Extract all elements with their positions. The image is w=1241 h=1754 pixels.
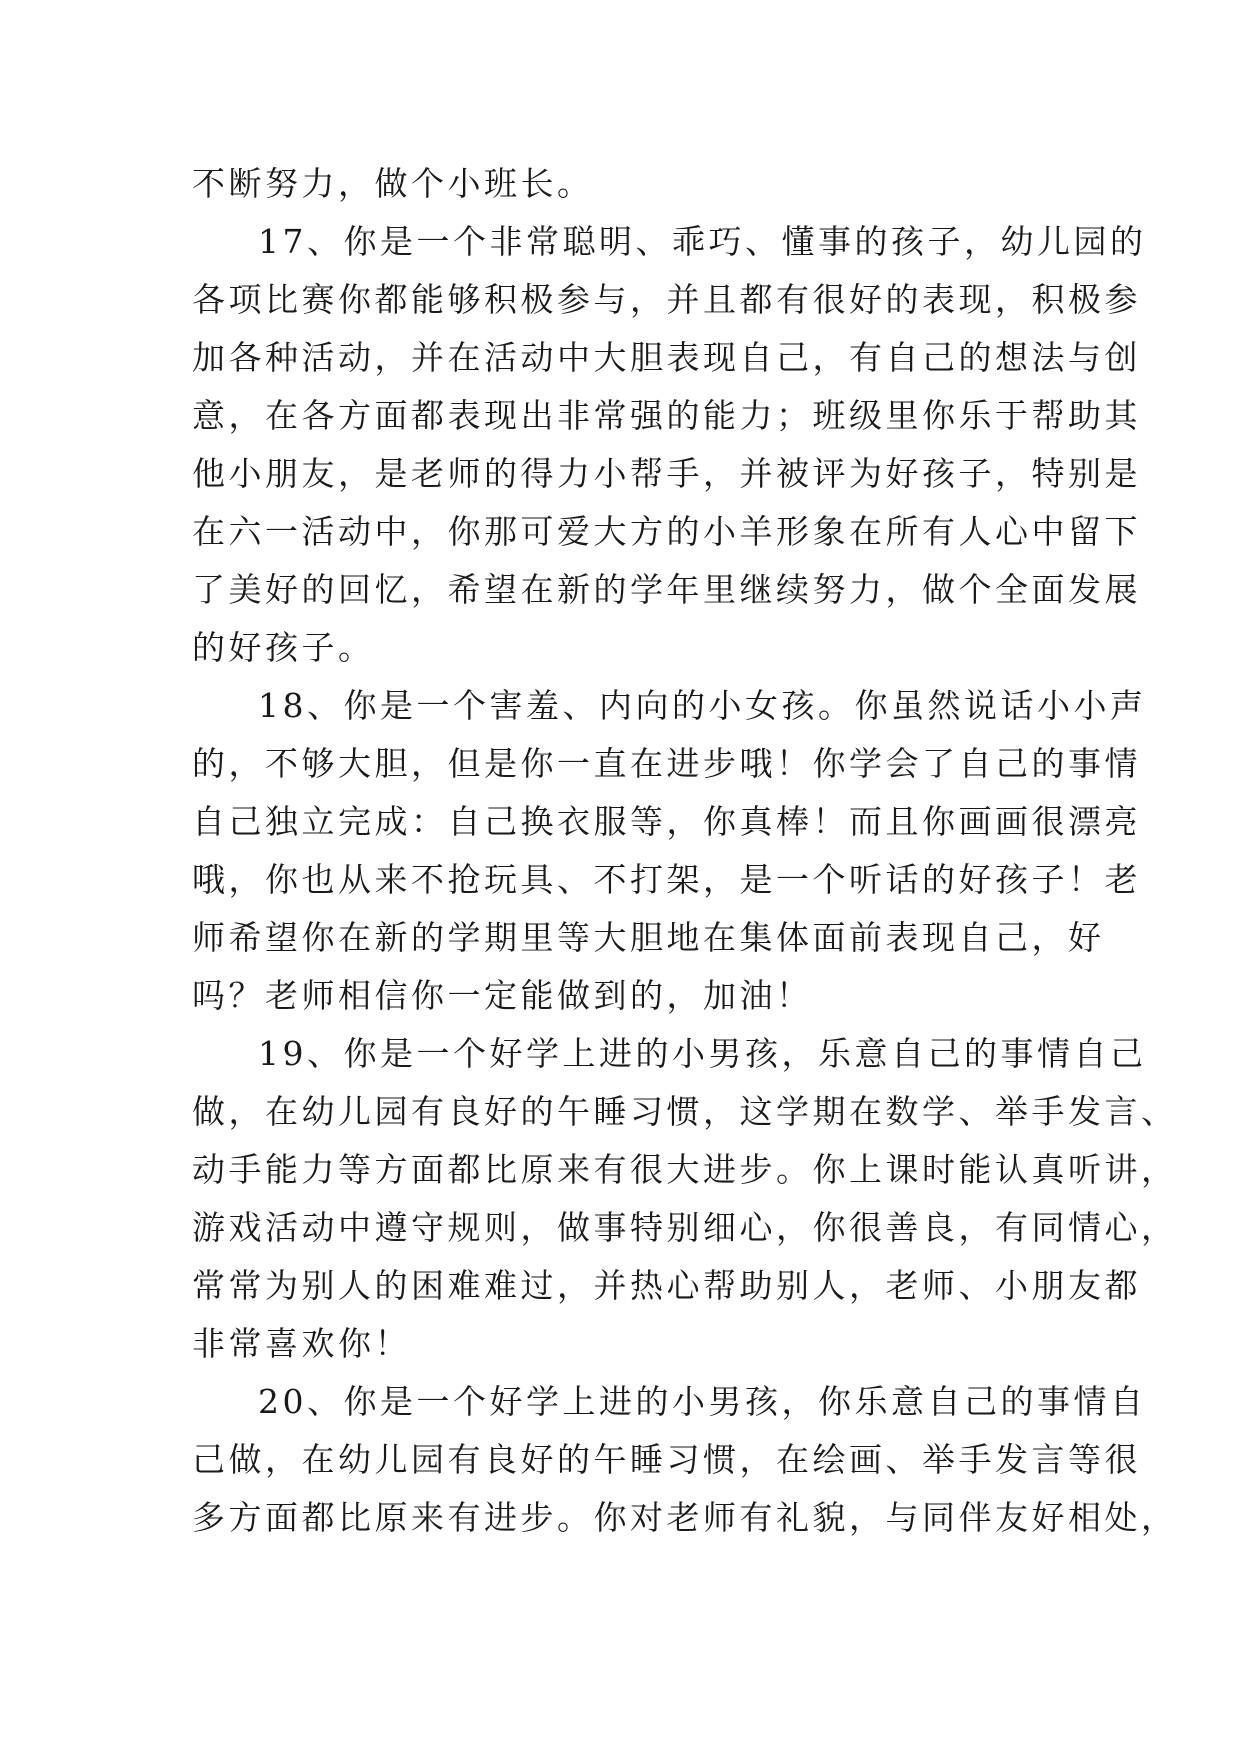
text-line: 19、你是一个好学上进的小男孩，乐意自己的事情自己 [258, 1034, 1147, 1073]
text-line: 常常为别人的困难难过，并热心帮助别人，老师、小朋友都 [192, 1266, 1141, 1305]
text-line: 多方面都比原来有进步。你对老师有礼貌，与同伴友好相处， [192, 1498, 1178, 1537]
text-line: 各项比赛你都能够积极参与，并且都有很好的表现，积极参 [192, 280, 1141, 319]
text-line: 的好孩子。 [192, 628, 375, 667]
paragraph-20 [192, 1373, 1178, 1547]
text-line: 不断努力，做个小班长。 [192, 164, 594, 203]
text-line: 师希望你在新的学期里等大胆地在集体面前表现自己，好 [192, 918, 1105, 957]
text-line: 哦，你也从来不抢玩具、不打架，是一个听话的好孩子！老 [192, 860, 1141, 899]
text-line: 加各种活动，并在活动中大胆表现自己，有自己的想法与创 [192, 338, 1141, 377]
text-line: 吗？老师相信你一定能做到的，加油！ [192, 976, 813, 1015]
text-line: 了美好的回忆，希望在新的学年里继续努力，做个全面发展 [192, 570, 1141, 609]
document-body [192, 155, 1178, 1547]
paragraph-17 [192, 213, 1147, 677]
text-line: 的，不够大胆，但是你一直在进步哦！你学会了自己的事情 [192, 744, 1141, 783]
text-line: 非常喜欢你！ [192, 1324, 411, 1363]
text-line: 自己独立完成：自己换衣服等，你真棒！而且你画画很漂亮 [192, 802, 1141, 841]
paragraph-18 [192, 677, 1147, 1025]
text-line: 游戏活动中遵守规则，做事特别细心，你很善良，有同情心， [192, 1208, 1178, 1247]
text-line: 动手能力等方面都比原来有很大进步。你上课时能认真听讲， [192, 1150, 1178, 1189]
paragraph-19 [192, 1025, 1178, 1373]
text-line: 在六一活动中，你那可爱大方的小羊形象在所有人心中留下 [192, 512, 1141, 551]
text-line: 己做，在幼儿园有良好的午睡习惯，在绘画、举手发言等很 [192, 1440, 1141, 1479]
text-line: 18、你是一个害羞、内向的小女孩。你虽然说话小小声 [258, 686, 1147, 725]
text-line: 17、你是一个非常聪明、乖巧、懂事的孩子，幼儿园的 [258, 222, 1147, 261]
text-line: 20、你是一个好学上进的小男孩，你乐意自己的事情自 [258, 1382, 1147, 1421]
text-line: 他小朋友，是老师的得力小帮手，并被评为好孩子，特别是 [192, 454, 1141, 493]
text-line: 做，在幼儿园有良好的午睡习惯，这学期在数学、举手发言、 [192, 1092, 1178, 1131]
text-line: 意，在各方面都表现出非常强的能力；班级里你乐于帮助其 [192, 396, 1141, 435]
paragraph-continuation [192, 155, 1052, 213]
